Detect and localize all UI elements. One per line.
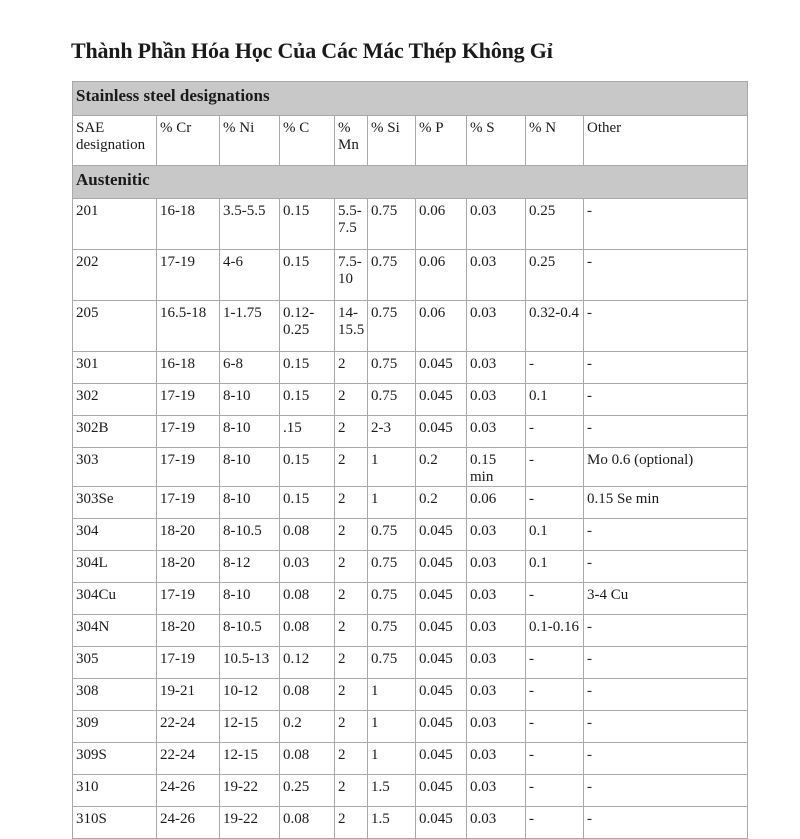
table-cell: 2 [335, 352, 368, 384]
table-cell: 0.045 [416, 519, 467, 551]
table-cell: 18-20 [157, 551, 220, 583]
table-cell: - [584, 711, 748, 743]
column-header: % Cr [157, 116, 220, 166]
table-cell: 17-19 [157, 647, 220, 679]
table-cell: 308 [73, 679, 157, 711]
table-cell: 8-10 [220, 487, 280, 519]
table-cell: 0.75 [368, 384, 416, 416]
table-cell: 12-15 [220, 711, 280, 743]
table-cell: 24-26 [157, 807, 220, 839]
table-row [73, 487, 748, 519]
table-cell: 0.03 [467, 250, 526, 301]
table-cell: 0.75 [368, 301, 416, 352]
table-cell: 10-12 [220, 679, 280, 711]
table-cell: 0.03 [467, 743, 526, 775]
table-cell: 1.5 [368, 775, 416, 807]
table-cell: 2 [335, 775, 368, 807]
table-cell: 0.1 [526, 551, 584, 583]
table-cell: 2-3 [368, 416, 416, 448]
column-header: SAE designation [73, 116, 157, 166]
table-cell: 8-12 [220, 551, 280, 583]
table-cell: 0.75 [368, 647, 416, 679]
table-cell: 0.1-0.16 [526, 615, 584, 647]
table-caption-row [73, 82, 748, 116]
table-cell: 304N [73, 615, 157, 647]
table-cell: 0.045 [416, 807, 467, 839]
table-row [73, 199, 748, 250]
table-cell: 0.2 [416, 448, 467, 487]
table-cell: 3.5-5.5 [220, 199, 280, 250]
table-cell: 0.15 [280, 448, 335, 487]
table-cell: 2 [335, 583, 368, 615]
table-cell: - [526, 775, 584, 807]
table-cell: - [584, 301, 748, 352]
table-cell: 304Cu [73, 583, 157, 615]
table-cell: 0.03 [467, 647, 526, 679]
table-cell: 301 [73, 352, 157, 384]
table-cell: 0.03 [280, 551, 335, 583]
table-cell: - [584, 199, 748, 250]
table-cell: 0.75 [368, 250, 416, 301]
table-row [73, 583, 748, 615]
table-cell: 0.2 [416, 487, 467, 519]
table-cell: 0.045 [416, 551, 467, 583]
table-row [73, 301, 748, 352]
table-cell: 10.5-13 [220, 647, 280, 679]
table-cell: 0.06 [467, 487, 526, 519]
table-cell: - [526, 679, 584, 711]
table-cell: 0.03 [467, 583, 526, 615]
table-row [73, 448, 748, 487]
table-cell: - [584, 352, 748, 384]
table-cell: - [584, 551, 748, 583]
table-cell: 0.15 min [467, 448, 526, 487]
table-cell: 0.75 [368, 583, 416, 615]
table-cell: 0.1 [526, 384, 584, 416]
table-cell: 8-10 [220, 448, 280, 487]
table-cell: - [526, 583, 584, 615]
table-cell: - [526, 448, 584, 487]
table-cell: 8-10 [220, 384, 280, 416]
column-header-row [73, 116, 748, 166]
table-row [73, 384, 748, 416]
table-cell: 0.03 [467, 199, 526, 250]
table-cell: 22-24 [157, 743, 220, 775]
column-header: % N [526, 116, 584, 166]
table-cell: 0.75 [368, 519, 416, 551]
table-row [73, 615, 748, 647]
table-cell: 17-19 [157, 487, 220, 519]
table-cell: 2 [335, 647, 368, 679]
column-header: % Mn [335, 116, 368, 166]
table-cell: 17-19 [157, 448, 220, 487]
table-body [73, 82, 748, 839]
table-cell: - [584, 615, 748, 647]
table-cell: 0.03 [467, 775, 526, 807]
table-cell: 1 [368, 711, 416, 743]
column-header: % Si [368, 116, 416, 166]
table-cell: 16.5-18 [157, 301, 220, 352]
table-cell: 302 [73, 384, 157, 416]
table-row [73, 647, 748, 679]
table-cell: 0.08 [280, 583, 335, 615]
table-row [73, 807, 748, 839]
table-cell: Mo 0.6 (optional) [584, 448, 748, 487]
table-row [73, 551, 748, 583]
column-header: % Ni [220, 116, 280, 166]
table-cell: 0.06 [416, 250, 467, 301]
table-cell: - [526, 352, 584, 384]
column-header: Other [584, 116, 748, 166]
table-cell: 0.045 [416, 384, 467, 416]
column-header: % C [280, 116, 335, 166]
table-cell: - [584, 416, 748, 448]
table-cell: - [584, 250, 748, 301]
table-cell: 0.03 [467, 519, 526, 551]
table-cell: - [584, 775, 748, 807]
table-cell: - [584, 384, 748, 416]
table-cell: 1 [368, 679, 416, 711]
table-cell: 0.25 [526, 250, 584, 301]
table-cell: 0.03 [467, 615, 526, 647]
table-cell: 0.03 [467, 711, 526, 743]
table-cell: 0.06 [416, 199, 467, 250]
table-cell: 2 [335, 448, 368, 487]
table-cell: 303Se [73, 487, 157, 519]
table-row [73, 250, 748, 301]
table-cell: 302B [73, 416, 157, 448]
table-cell: 18-20 [157, 615, 220, 647]
table-row [73, 352, 748, 384]
table-cell: 0.15 Se min [584, 487, 748, 519]
table-cell: 0.15 [280, 250, 335, 301]
table-cell: 0.12-0.25 [280, 301, 335, 352]
table-cell: 24-26 [157, 775, 220, 807]
table-cell: 2 [335, 487, 368, 519]
table-cell: - [526, 743, 584, 775]
table-cell: 2 [335, 416, 368, 448]
table-cell: 8-10.5 [220, 615, 280, 647]
table-cell: 0.03 [467, 416, 526, 448]
steel-designations-table [72, 81, 748, 839]
table-cell: 1 [368, 743, 416, 775]
table-cell: - [584, 743, 748, 775]
table-cell: 1 [368, 487, 416, 519]
table-cell: 18-20 [157, 519, 220, 551]
table-cell: - [584, 519, 748, 551]
table-cell: 1.5 [368, 807, 416, 839]
table-cell: 304L [73, 551, 157, 583]
table-cell: 202 [73, 250, 157, 301]
table-cell: 2 [335, 743, 368, 775]
table-cell: 0.1 [526, 519, 584, 551]
table-cell: 0.15 [280, 487, 335, 519]
column-header: % S [467, 116, 526, 166]
table-cell: .15 [280, 416, 335, 448]
table-cell: 309S [73, 743, 157, 775]
table-cell: 0.045 [416, 775, 467, 807]
table-cell: 0.045 [416, 679, 467, 711]
table-cell: 17-19 [157, 384, 220, 416]
table-cell: 0.045 [416, 583, 467, 615]
table-cell: 0.045 [416, 711, 467, 743]
table-cell: 8-10.5 [220, 519, 280, 551]
table-row [73, 679, 748, 711]
table-cell: - [584, 679, 748, 711]
table-cell: 0.2 [280, 711, 335, 743]
table-cell: 2 [335, 615, 368, 647]
table-cell: 2 [335, 807, 368, 839]
table-cell: 4-6 [220, 250, 280, 301]
table-row [73, 711, 748, 743]
table-cell: 0.045 [416, 352, 467, 384]
table-cell: 0.045 [416, 743, 467, 775]
table-cell: 205 [73, 301, 157, 352]
table-cell: 0.15 [280, 384, 335, 416]
table-cell: 304 [73, 519, 157, 551]
table-cell: - [526, 807, 584, 839]
table-cell: 0.12 [280, 647, 335, 679]
table-cell: 0.75 [368, 199, 416, 250]
table-cell: 2 [335, 679, 368, 711]
table-cell: - [526, 647, 584, 679]
table-cell: 0.03 [467, 352, 526, 384]
table-cell: 310 [73, 775, 157, 807]
table-cell: 0.03 [467, 807, 526, 839]
table-cell: 8-10 [220, 416, 280, 448]
table-cell: 22-24 [157, 711, 220, 743]
table-cell: 310S [73, 807, 157, 839]
table-cell: 0.15 [280, 352, 335, 384]
table-cell: 2 [335, 551, 368, 583]
table-cell: 0.03 [467, 679, 526, 711]
table-cell: 19-22 [220, 807, 280, 839]
table-cell: 0.08 [280, 807, 335, 839]
table-cell: 0.03 [467, 384, 526, 416]
table-cell: 0.75 [368, 352, 416, 384]
table-cell: 5.5-7.5 [335, 199, 368, 250]
table-cell: 2 [335, 384, 368, 416]
page-title: Thành Phần Hóa Học Của Các Mác Thép Không Gỉ [71, 38, 553, 63]
table-cell: 0.32-0.4 [526, 301, 584, 352]
table-cell: 17-19 [157, 583, 220, 615]
table-cell: 2 [335, 711, 368, 743]
group-header-austenitic: Austenitic [73, 166, 748, 199]
table-cell: 0.045 [416, 416, 467, 448]
table-cell: 17-19 [157, 250, 220, 301]
table-cell: 305 [73, 647, 157, 679]
table-cell: 8-10 [220, 583, 280, 615]
table-cell: 19-22 [220, 775, 280, 807]
table-caption: Stainless steel designations [73, 82, 748, 116]
table-cell: 16-18 [157, 199, 220, 250]
table-cell: 0.045 [416, 647, 467, 679]
table-cell: - [526, 416, 584, 448]
group-header-row [73, 166, 748, 199]
table-row [73, 775, 748, 807]
table-cell: - [526, 487, 584, 519]
table-cell: 309 [73, 711, 157, 743]
table-cell: 2 [335, 519, 368, 551]
table-cell: 303 [73, 448, 157, 487]
table-row [73, 416, 748, 448]
table-cell: 0.08 [280, 679, 335, 711]
table-cell: 0.75 [368, 615, 416, 647]
table-cell: - [584, 807, 748, 839]
table-cell: 0.08 [280, 743, 335, 775]
table-cell: 16-18 [157, 352, 220, 384]
table-cell: 0.25 [280, 775, 335, 807]
table-cell: 0.25 [526, 199, 584, 250]
table-cell: 1-1.75 [220, 301, 280, 352]
table-cell: 7.5-10 [335, 250, 368, 301]
table-cell: 0.08 [280, 519, 335, 551]
table-cell: 12-15 [220, 743, 280, 775]
table-cell: 0.75 [368, 551, 416, 583]
table-cell: 6-8 [220, 352, 280, 384]
table-row [73, 743, 748, 775]
table-cell: 0.06 [416, 301, 467, 352]
table-cell: - [584, 647, 748, 679]
table-row [73, 519, 748, 551]
table-cell: 3-4 Cu [584, 583, 748, 615]
table-cell: 1 [368, 448, 416, 487]
table-cell: - [526, 711, 584, 743]
column-header: % P [416, 116, 467, 166]
table-cell: 201 [73, 199, 157, 250]
table-cell: 0.03 [467, 301, 526, 352]
table-cell: 0.08 [280, 615, 335, 647]
table-cell: 0.045 [416, 615, 467, 647]
table-cell: 19-21 [157, 679, 220, 711]
table-cell: 17-19 [157, 416, 220, 448]
table-cell: 0.03 [467, 551, 526, 583]
table-cell: 0.15 [280, 199, 335, 250]
table-cell: 14-15.5 [335, 301, 368, 352]
